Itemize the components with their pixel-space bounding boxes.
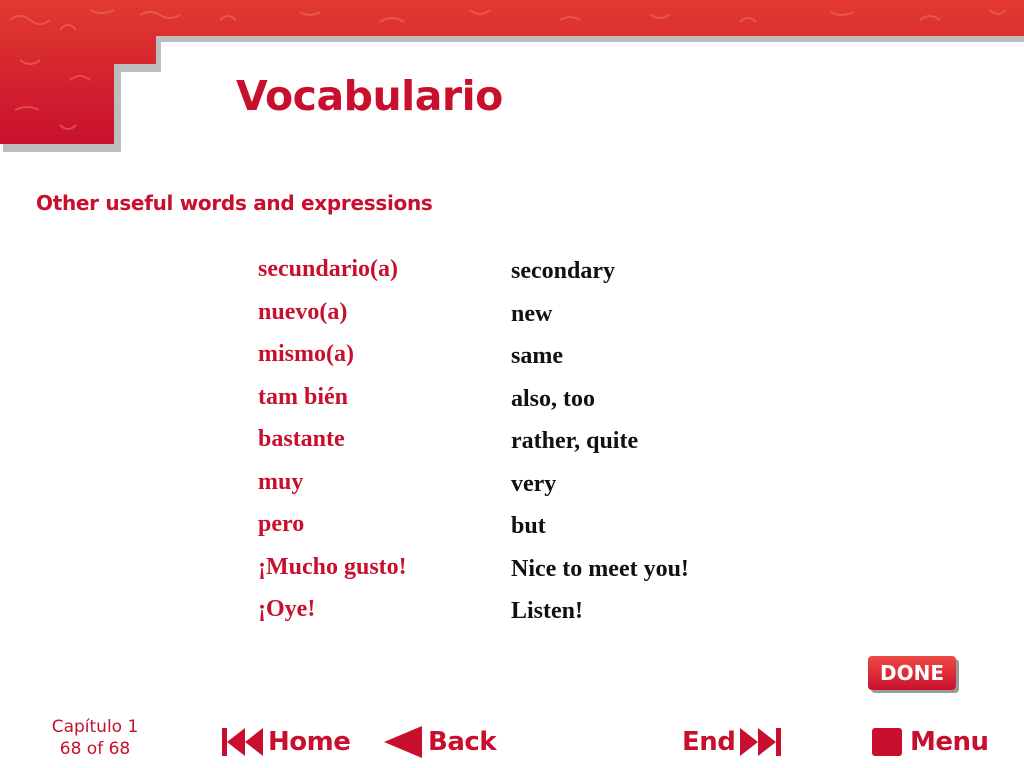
end-label: End bbox=[682, 727, 736, 757]
left-arrow-icon bbox=[378, 722, 428, 762]
vocab-english: very bbox=[511, 471, 557, 497]
vocab-spanish: mismo(a) bbox=[258, 341, 354, 367]
home-button[interactable] bbox=[218, 720, 350, 764]
vocab-spanish: tam bién bbox=[258, 384, 348, 410]
vocab-english: secondary bbox=[511, 258, 615, 284]
vocab-spanish: muy bbox=[258, 469, 304, 495]
vocab-spanish: ¡Mucho gusto! bbox=[258, 554, 407, 580]
back-button[interactable] bbox=[378, 720, 496, 764]
vocab-english: also, too bbox=[511, 386, 595, 412]
vocab-english: but bbox=[511, 513, 546, 539]
fast-forward-icon bbox=[735, 722, 785, 762]
back-label: Back bbox=[428, 727, 497, 757]
chapter-label: Capítulo 1 bbox=[51, 717, 139, 737]
chapter-info bbox=[40, 716, 150, 760]
page-title: Vocabulario bbox=[236, 72, 503, 120]
vocab-english: rather, quite bbox=[511, 428, 639, 454]
vocab-english: Listen! bbox=[511, 598, 583, 624]
vocab-english: Nice to meet you! bbox=[511, 556, 689, 582]
square-icon bbox=[868, 722, 910, 762]
vocab-english: new bbox=[511, 301, 553, 327]
menu-label: Menu bbox=[910, 727, 989, 757]
section-subtitle: Other useful words and expressions bbox=[36, 191, 433, 215]
home-label: Home bbox=[268, 727, 351, 757]
vocab-spanish: nuevo(a) bbox=[258, 299, 348, 325]
end-button[interactable] bbox=[682, 720, 785, 764]
vocab-spanish: bastante bbox=[258, 426, 345, 452]
done-button[interactable]: DONE bbox=[868, 656, 956, 690]
vocab-english: same bbox=[511, 343, 563, 369]
vocab-spanish: pero bbox=[258, 511, 305, 537]
menu-button[interactable] bbox=[868, 720, 989, 764]
page-counter: 68 of 68 bbox=[59, 739, 131, 759]
vocab-spanish: ¡Oye! bbox=[258, 596, 316, 622]
rewind-icon bbox=[218, 722, 268, 762]
vocab-spanish: secundario(a) bbox=[258, 256, 398, 282]
